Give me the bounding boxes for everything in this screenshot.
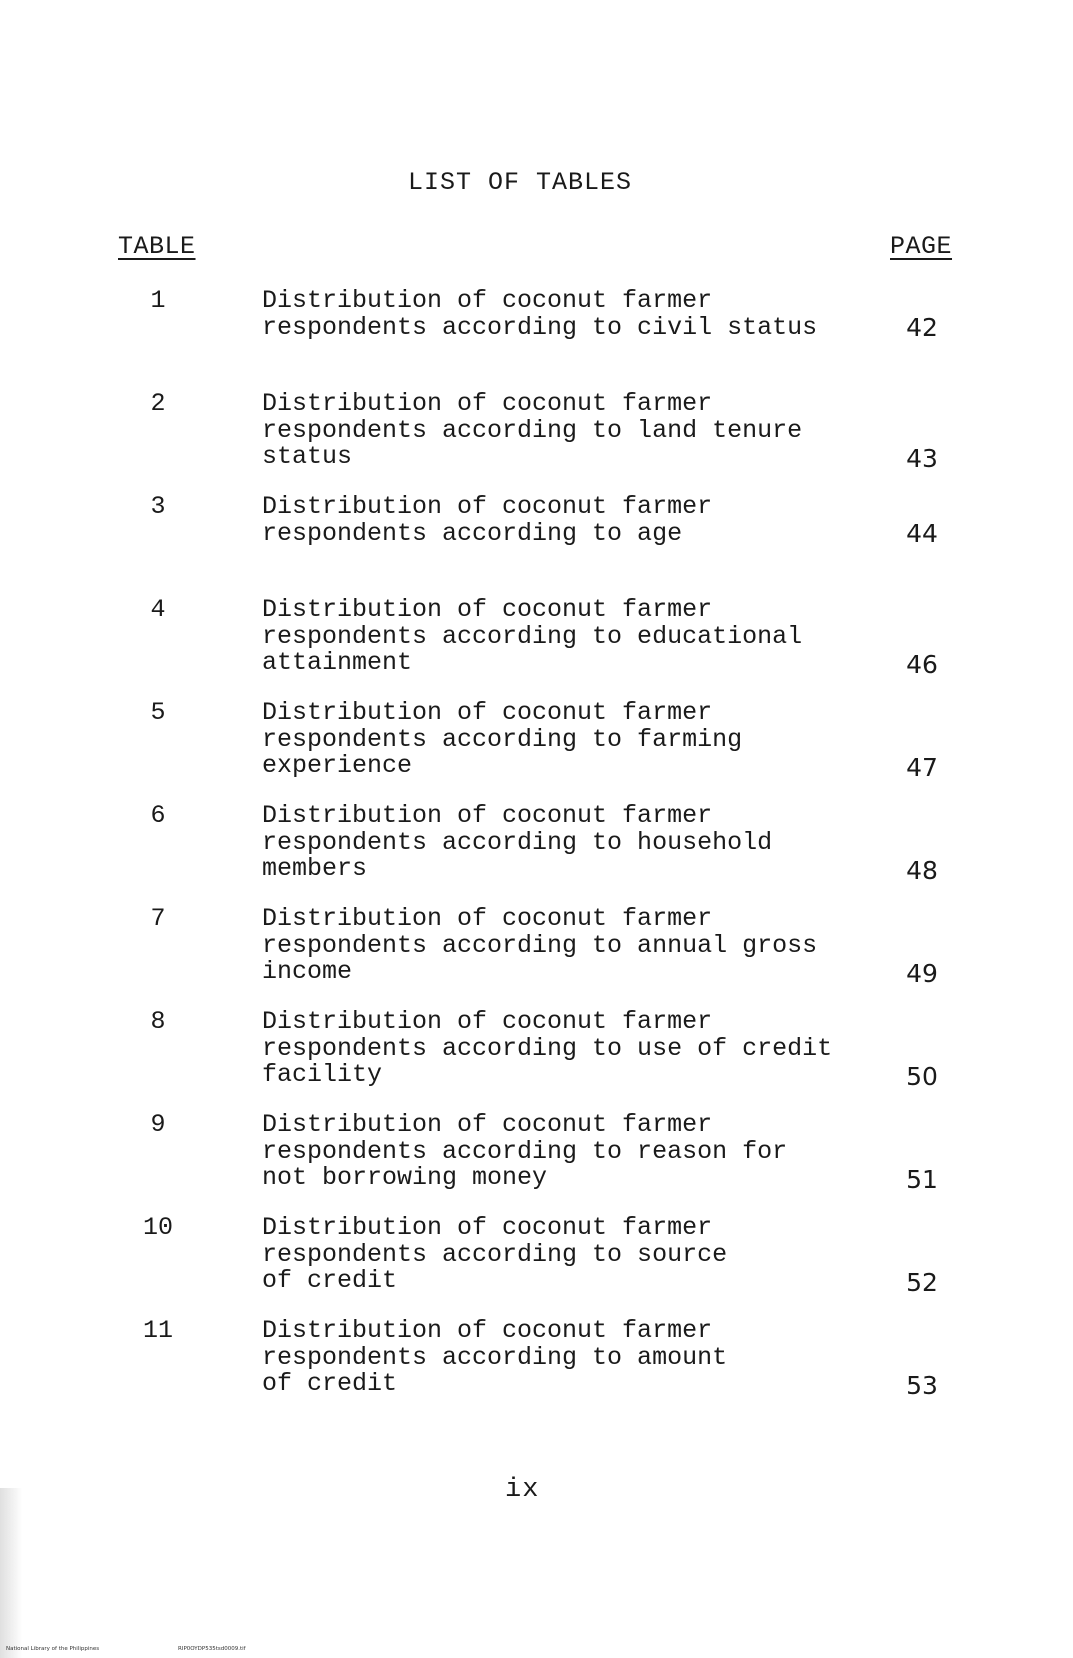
scan-credit-file: RIP0OYDP535tsd0009.tif <box>178 1646 246 1652</box>
table-entry-page: 49 <box>906 959 938 988</box>
table-entry-number: 3 <box>150 492 166 521</box>
table-entry-description-line: Distribution of coconut farmer <box>262 286 713 315</box>
table-entry-number: 2 <box>150 389 166 418</box>
table-entry-number: 1 <box>150 286 166 315</box>
table-entry-description-line: respondents according to farming <box>262 724 743 754</box>
table-entry-description-line: respondents according to educational <box>262 621 803 651</box>
table-entry-description-line: status <box>262 442 353 471</box>
table-entry-description-line: Distribution of coconut farmer <box>262 595 713 624</box>
table-column-header: TABLE <box>118 232 196 261</box>
table-entry-description-line: members <box>262 854 368 883</box>
table-entry-description-line: respondents according to source <box>262 1239 728 1269</box>
table-entry-number: 7 <box>150 904 166 933</box>
table-entry-page: 43 <box>906 444 938 473</box>
table-entry-description-line: experience <box>262 751 413 780</box>
table-entry-description-line: Distribution of coconut farmer <box>262 389 713 418</box>
table-entry-description-line: Distribution of coconut farmer <box>262 698 713 727</box>
table-entry-description-line: facility <box>262 1060 383 1089</box>
page-column-header: PAGE <box>890 232 953 261</box>
table-entry-page: 50 <box>906 1062 938 1091</box>
table-entry-number: 10 <box>142 1213 173 1242</box>
table-entry-description-line: income <box>262 957 353 986</box>
table-entry-description <box>262 700 902 780</box>
table-entry-description <box>262 391 902 471</box>
table-entry-description <box>262 1112 902 1192</box>
table-entry-description-line: of credit <box>262 1266 398 1295</box>
table-entry-description-line: respondents according to household <box>262 827 773 857</box>
table-entry-number: 9 <box>150 1110 166 1139</box>
table-entry-page: 51 <box>906 1165 938 1194</box>
scan-edge-mark <box>0 1488 22 1658</box>
table-entry-description <box>262 597 902 677</box>
table-entry-description-line: not borrowing money <box>262 1163 548 1192</box>
table-entry-description-line: respondents according to land tenure <box>262 415 803 445</box>
table-entry-page: 42 <box>906 312 938 342</box>
table-entry-number: 5 <box>150 698 166 727</box>
table-entry-page: 53 <box>906 1371 938 1400</box>
table-entry-number: 8 <box>150 1007 166 1036</box>
table-entry-page: 48 <box>906 856 938 885</box>
table-entry-number: 6 <box>150 801 166 830</box>
table-entry-description <box>262 1215 902 1295</box>
table-entry-description-line: respondents according to annual gross <box>262 930 818 960</box>
table-entry-description-line: Distribution of coconut farmer <box>262 1316 713 1345</box>
table-entry-description-line: Distribution of coconut farmer <box>262 1110 713 1139</box>
table-entry-description-line: Distribution of coconut farmer <box>262 801 713 830</box>
table-entry-description-line: respondents according to use of credit <box>262 1033 833 1063</box>
page-title: LIST OF TABLES <box>407 168 633 197</box>
table-entry-description-line: Distribution of coconut farmer <box>262 492 713 521</box>
table-entry-description-line: respondents according to age <box>262 518 683 548</box>
page-number: ix <box>505 1475 540 1505</box>
table-entry-description <box>262 288 902 341</box>
table-entry-page: 52 <box>906 1268 938 1297</box>
table-entry-description-line: Distribution of coconut farmer <box>262 904 713 933</box>
table-entry-description-line: Distribution of coconut farmer <box>262 1007 713 1036</box>
table-entry-page: 47 <box>906 753 938 782</box>
table-entry-description <box>262 1009 902 1089</box>
table-entry-number: 4 <box>150 595 166 624</box>
scan-credit-library: National Library of the Philippines <box>6 1646 100 1652</box>
table-entry-page: 46 <box>906 650 938 679</box>
table-entry-description-line: attainment <box>262 648 413 677</box>
table-entry-description <box>262 906 902 986</box>
table-entry-description-line: respondents according to reason for <box>262 1136 788 1166</box>
table-entry-description <box>262 494 902 547</box>
table-entry-description <box>262 1318 902 1398</box>
table-entry-description-line: of credit <box>262 1369 398 1398</box>
table-entry-description-line: respondents according to civil status <box>262 312 818 342</box>
table-entry-description <box>262 803 902 883</box>
table-entry-page: 44 <box>906 518 938 548</box>
table-entry-description-line: respondents according to amount <box>262 1342 728 1372</box>
table-entry-number: 11 <box>142 1316 173 1345</box>
table-entry-description-line: Distribution of coconut farmer <box>262 1213 713 1242</box>
